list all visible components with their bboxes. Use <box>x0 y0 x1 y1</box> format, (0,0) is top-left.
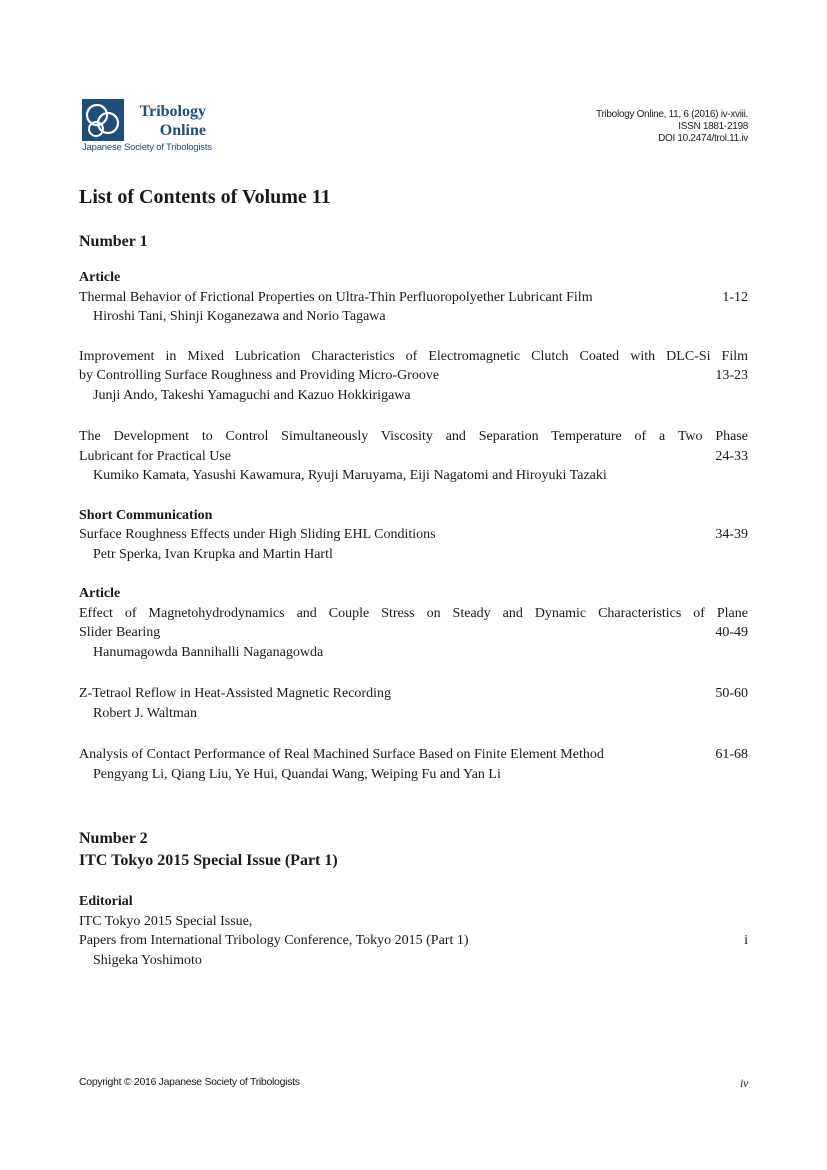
entry-pages: 50-60 <box>715 686 748 701</box>
toc-entry <box>79 604 748 663</box>
page-footer <box>79 1076 748 1091</box>
tribology-logo-icon <box>82 99 124 141</box>
entry-pages: 24-33 <box>715 448 748 464</box>
toc-entry <box>79 427 748 486</box>
entry-title-line1: Effect of Magnetohydrodynamics and Couple Stress on Steady and Dynamic Characteristics of Plane <box>79 605 748 621</box>
entry-title: Z-Tetraol Reflow in Heat-Assisted Magnetic Recording <box>79 686 391 701</box>
page-title: List of Contents of Volume 11 <box>79 186 331 208</box>
entry-authors: Hiroshi Tani, Shinji Koganezawa and Norio Tagawa <box>93 309 386 324</box>
entry-pages: 40-49 <box>715 625 748 640</box>
toc-entry <box>79 525 748 564</box>
journal-logo <box>82 99 212 155</box>
category-article: Article <box>79 270 121 285</box>
toc-entry <box>79 684 748 723</box>
contents-body <box>79 184 748 970</box>
entry-pages: 13-23 <box>715 368 748 383</box>
entry-pages: i <box>744 933 748 948</box>
journal-meta <box>596 109 748 145</box>
entry-title-line1: ITC Tokyo 2015 Special Issue, <box>79 913 253 929</box>
toc-entry <box>79 288 748 327</box>
entry-title-line1: The Development to Control Simultaneously Viscosity and Separation Temperature of a Two Phase <box>79 429 748 444</box>
number2-heading: Number 2 <box>79 830 148 847</box>
toc-entry <box>79 347 748 406</box>
entry-title: Surface Roughness Effects under High Sliding EHL Conditions <box>79 527 436 542</box>
entry-authors: Robert J. Waltman <box>93 705 197 721</box>
entry-title-line2: Papers from International Tribology Conference, Tokyo 2015 (Part 1) <box>79 933 469 948</box>
toc-entry <box>79 745 748 784</box>
category-short-communication: Short Communication <box>79 507 213 523</box>
page-number: iv <box>739 1076 748 1090</box>
entry-authors: Kumiko Kamata, Yasushi Kawamura, Ryuji Maruyama, Eiji Nagatomi and Hiroyuki Tazaki <box>93 468 607 483</box>
logo-subtitle: Japanese Society of Tribologists <box>82 142 212 153</box>
category-article: Article <box>79 586 121 601</box>
entry-authors: Junji Ando, Takeshi Yamaguchi and Kazuo Hokkirigawa <box>93 387 411 403</box>
entry-title: Thermal Behavior of Frictional Properties on Ultra-Thin Perfluoropolyether Lubricant Film <box>79 289 593 305</box>
issn-line: ISSN 1881-2198 <box>678 121 748 132</box>
entry-authors: Hanumagowda Bannihalli Naganagowda <box>93 644 324 660</box>
citation-line: Tribology Online, 11, 6 (2016) iv-xviii. <box>596 109 748 120</box>
entry-authors: Petr Sperka, Ivan Krupka and Martin Hartl <box>93 546 333 562</box>
category-editorial: Editorial <box>79 894 133 909</box>
copyright-text: Copyright © 2016 Japanese Society of Tribologists <box>79 1076 300 1088</box>
entry-title: Analysis of Contact Performance of Real Machined Surface Based on Finite Element Method <box>79 747 604 762</box>
entry-pages: 34-39 <box>715 527 748 542</box>
doi-line: DOI 10.2474/trol.11.iv <box>658 133 748 144</box>
logo-title-line2: Online <box>159 122 206 139</box>
entry-authors: Pengyang Li, Qiang Liu, Ye Hui, Quandai Wang, Weiping Fu and Yan Li <box>93 766 501 782</box>
entry-title-line2: Slider Bearing <box>79 625 161 640</box>
entry-title-line2: Lubricant for Practical Use <box>79 448 231 464</box>
logo-title-line1: Tribology <box>139 103 206 120</box>
toc-entry <box>79 912 748 971</box>
number1-heading: Number 1 <box>79 233 148 250</box>
number2-subheading: ITC Tokyo 2015 Special Issue (Part 1) <box>79 852 338 869</box>
entry-authors: Shigeka Yoshimoto <box>93 952 202 968</box>
entry-pages: 61-68 <box>715 747 748 762</box>
logo-title <box>128 102 206 140</box>
entry-pages: 1-12 <box>722 289 748 305</box>
entry-title-line1: Improvement in Mixed Lubrication Characteristics of Electromagnetic Clutch Coated with DLC-Si Film <box>79 348 748 364</box>
entry-title-line2: by Controlling Surface Roughness and Providing Micro-Groove <box>79 368 440 383</box>
